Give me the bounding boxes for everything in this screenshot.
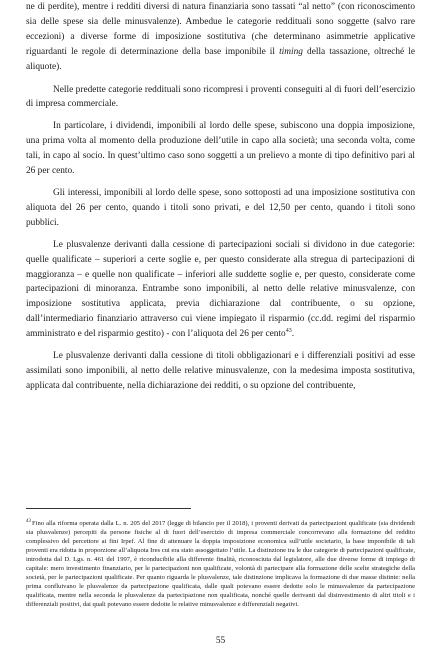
footnote [26, 519, 415, 609]
paragraph-1 [26, 0, 415, 75]
paragraph-5-text: Le plusvalenze derivanti dalla cessione di partecipazioni sociali si dividono in due categorie: quelle qualificate – superiori a certe soglie e, per questo considerate alla stregua di partecipazioni di maggioranza – e quelle non qualificate – inferiori alle suddette soglie e, per questo, considerate come partecipazioni di minoranza. Entrambe sono imponibili, al netto delle relative minusvalenze, con imposizione sostitutiva applicata, previa dichiarazione dal contribuente, o su opzione, dall’intermediario finanziario attraverso cui viene impiegato il risparmio (cc.dd. regimi del risparmio amministrato e del risparmio gestito) - con l’aliquota del 26 per cento [26, 239, 415, 340]
paragraph-1-text: ne di perdite), mentre i redditi diversi di natura finanziaria sono tassati “al netto” (con riconoscimento sia delle spese sia delle minusvalenze). Ambedue le categorie reddituali sono soggette (salvo rare eccezioni) a diverse forme di imposizione sostitutiva (che determinano asimmetrie applicative riguardanti le regole di determinazione della base imponibile il [26, 2, 415, 57]
body-text [26, 0, 415, 401]
paragraph-6: Le plusvalenze derivanti dalla cessione di titoli obbligazionari e i differenziali positivi ad esse assimilati sono imponibili, al netto delle relative minusvalenze, con la medesima imposta sostitutiva, applicata dal contribuente, nella dichiarazione dei redditi, o su opzione del contribuente, [26, 351, 415, 391]
paragraph-3: In particolare, i dividendi, imponibili al lordo delle spese, subiscono una doppia imposizione, una prima volta al momento della produzione dell’utile in capo alla società; una seconda volta, come tali, in capo al socio. In quest’ultimo caso sono soggetti a un prelievo a monte di tipo definitivo pari al 26 per cento. [26, 121, 415, 177]
page-number: 55 [215, 636, 226, 646]
footnote-reference: 43 [285, 328, 292, 335]
paragraph-5: Le plusvalenze derivanti dalla cessione di partecipazioni sociali si dividono in due categorie: quelle qualificate – superiori a certe soglie e, per questo considerate alla stregua di partecipazioni di maggioranza – e quelle non qualificate – inferiori alle suddette soglie e, per questo, considerate come partecipazioni di minoranza. Entrambe sono imponibili, al netto delle relative minusvalenze, con imposizione sostitutiva applicata, previa dichiarazione dal contribuente, o su opzione, dall’intermediario finanziario attraverso cui viene impiegato il risparmio (cc.dd. regimi del risparmio amministrato e del risparmio gestito) - con l’aliquota del 26 per cento$^{43}$. [26, 239, 415, 340]
footnote-number: 43 [26, 518, 31, 524]
timing-italic: timing [279, 46, 303, 57]
footnote-separator [26, 508, 191, 509]
paragraph-2: Nelle predette categorie reddituali sono ricompresi i proventi conseguiti al di fuori dell’esercizio di impresa commerciale. [26, 84, 415, 110]
footnote-text: Fino alla riforma operata dalla L. n. 205 del 2017 (legge di bilancio per il 2018), i proventi derivati da partecipazioni qualificate (sia dividendi sia plusvalenze) percepiti da persone fisiche al di fuori dell’esercizio di impresa commerciale concorrevano alla formazione del reddito complessivo del percettore ai fini Irpef. Al fine di attenuare la doppia imposizione economica sull’utile societario, la base imponibile di tali proventi era ridotta in proporzione all’aliquota Ires cui era stato assoggettato l’utile. La distinzione tra le due categorie di partecipazioni qualificate, introdotta dal D. Lgs. n. 461 del 1997, è riconducibile alla differente finalità, riconosciuta dal legislatore, alle due diverse forme di impiego di capitale: mero investimento finanziario, per le partecipazioni non qualificate, volontà di partecipare alla formazione delle scelte strategiche della società, per le partecipazioni qualificate. Per quanto riguarda le plusvalenze, tale distinzione implicava la formazione di due masse distinte: nella prima confluivano le plusvalenze da partecipazione qualificata, dalle quali potevano essere dedotte solo le minusvalenze da partecipazione qualificata, mentre nella seconda le plusvalenze da partecipazione non qualificata, nonché quelle derivanti dal disinvestimento di altri titoli e i differenziali positivi, dai quali potevano essere dedotte le relative minusvalenze e differenziali negativi. [26, 520, 415, 609]
paragraph-4: Gli interessi, imponibili al lordo delle spese, sono sottoposti ad una imposizione sostitutiva con aliquota del 26 per cento, quando i titoli sono privati, e del 12,50 per cento, quando i titoli sono pubblici. [26, 187, 415, 228]
paragraph-1-tail: della tassazione, oltreché le aliquote). [26, 46, 415, 72]
